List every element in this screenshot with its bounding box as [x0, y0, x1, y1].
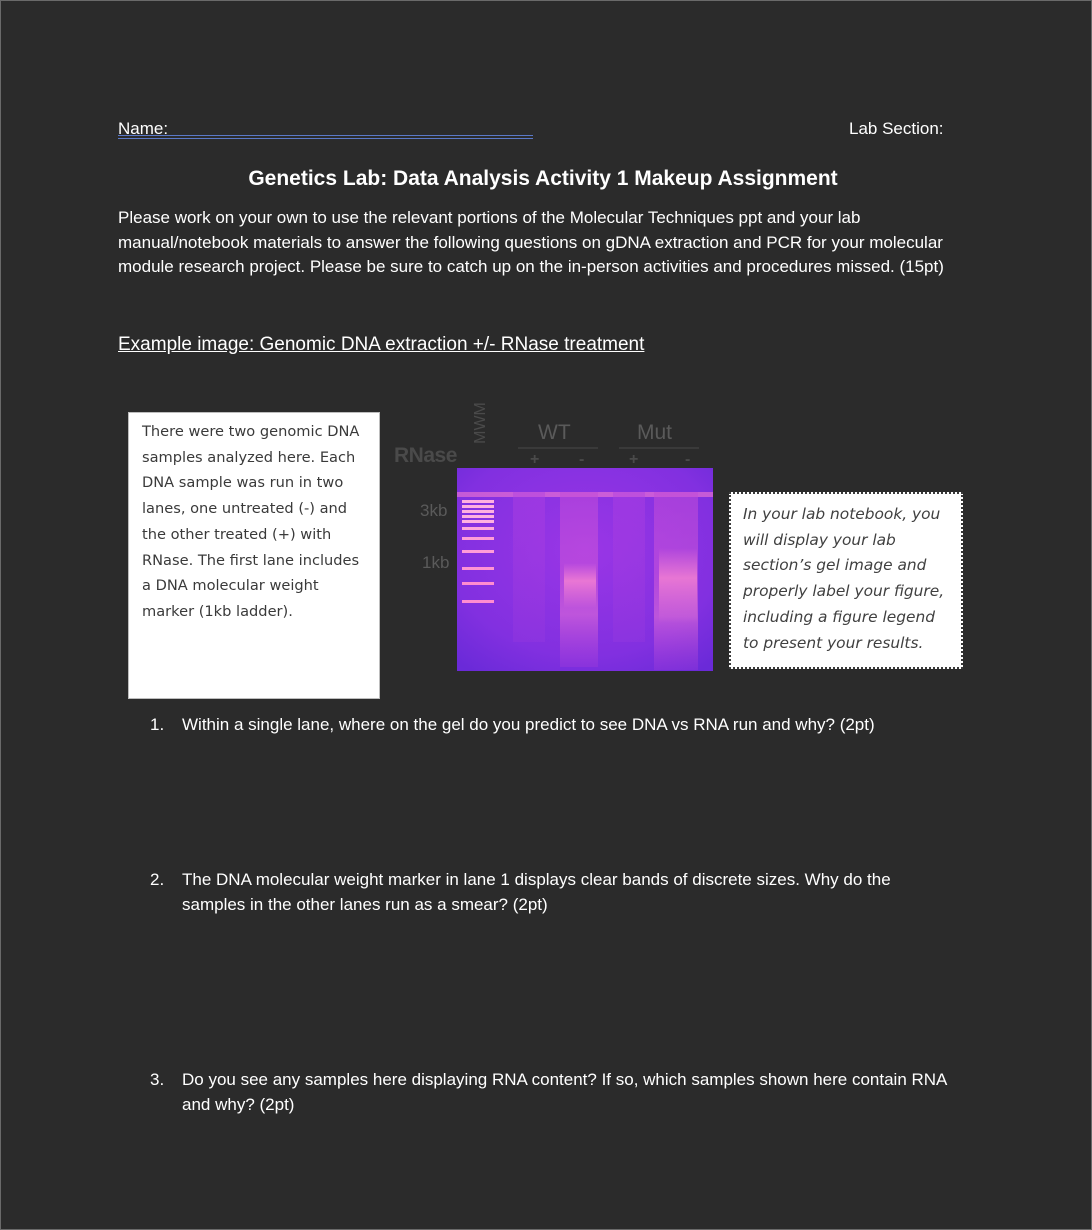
ladder-band	[462, 600, 494, 603]
mut-plus-sign: +	[629, 451, 639, 468]
lane-wt-plus	[513, 492, 545, 642]
wt-plus-sign: +	[530, 451, 540, 468]
wt-label: WT	[538, 421, 571, 444]
question-number: 1.	[150, 715, 165, 734]
page-title	[1, 167, 1091, 191]
question-text: Do you see any samples here displaying RNA content? If so, which samples shown here contain RNA and why? (2pt)	[182, 1070, 947, 1114]
ladder-band	[462, 515, 494, 518]
rnase-label: RNase	[394, 444, 457, 467]
ladder-band	[462, 505, 494, 508]
name-label: Name:	[118, 119, 169, 138]
ladder-band	[462, 582, 494, 585]
lab-section-label: Lab Section:	[849, 119, 944, 138]
page-title-text: Genetics Lab: Data Analysis Activity 1 Makeup Assignment	[248, 167, 838, 190]
ladder-band	[462, 520, 494, 523]
question-number: 3.	[150, 1070, 165, 1089]
notebook-callout: In your lab notebook, you will display your lab section’s gel image and properly label your figure, including a figure legend to present your results.	[729, 492, 963, 669]
size-1kb-label: 1kb	[422, 553, 450, 572]
intro-paragraph: Please work on your own to use the relevant portions of the Molecular Techniques ppt and your lab manual/notebook materials to answer the following questions on gDNA extraction and PCR for your molecular module research project. Please be sure to catch up on the in-person activities and procedures missed. (15pt)	[118, 208, 944, 276]
name-field[interactable]	[118, 135, 533, 139]
example-heading: Example image: Genomic DNA extraction +/- RNase treatment	[118, 334, 645, 355]
question-number: 2.	[150, 870, 165, 889]
ladder-band	[462, 500, 494, 503]
ladder-band	[462, 550, 494, 553]
mwm-label-wrap	[471, 394, 491, 452]
ladder-band	[462, 510, 494, 513]
gel-image	[457, 468, 713, 671]
lane-mut-plus	[613, 492, 645, 642]
description-box: There were two genomic DNA samples analyzed here. Each DNA sample was run in two lanes, one untreated (-) and the other treated (+) with RNase. The first lane includes a DNA molecular weight marker (1kb ladder).	[128, 412, 380, 699]
smear-mut-minus	[659, 548, 697, 623]
mut-label: Mut	[637, 421, 673, 444]
question-text: Within a single lane, where on the gel do you predict to see DNA vs RNA run and why? (2pt)	[182, 715, 875, 734]
ladder-band	[462, 527, 494, 530]
size-3kb-label: 3kb	[420, 501, 448, 520]
wt-minus-sign: -	[579, 451, 585, 468]
ladder-band	[462, 537, 494, 540]
wt-bar	[518, 447, 598, 449]
mwm-label: MWM	[472, 402, 489, 444]
question-text: The DNA molecular weight marker in lane 1 displays clear bands of discrete sizes. Why do the samples in the other lanes run as a smear? (2pt)	[182, 870, 891, 914]
ladder-band	[462, 567, 494, 570]
smear-wt-minus	[564, 563, 596, 608]
mut-bar	[619, 447, 699, 449]
mut-minus-sign: -	[685, 451, 691, 468]
